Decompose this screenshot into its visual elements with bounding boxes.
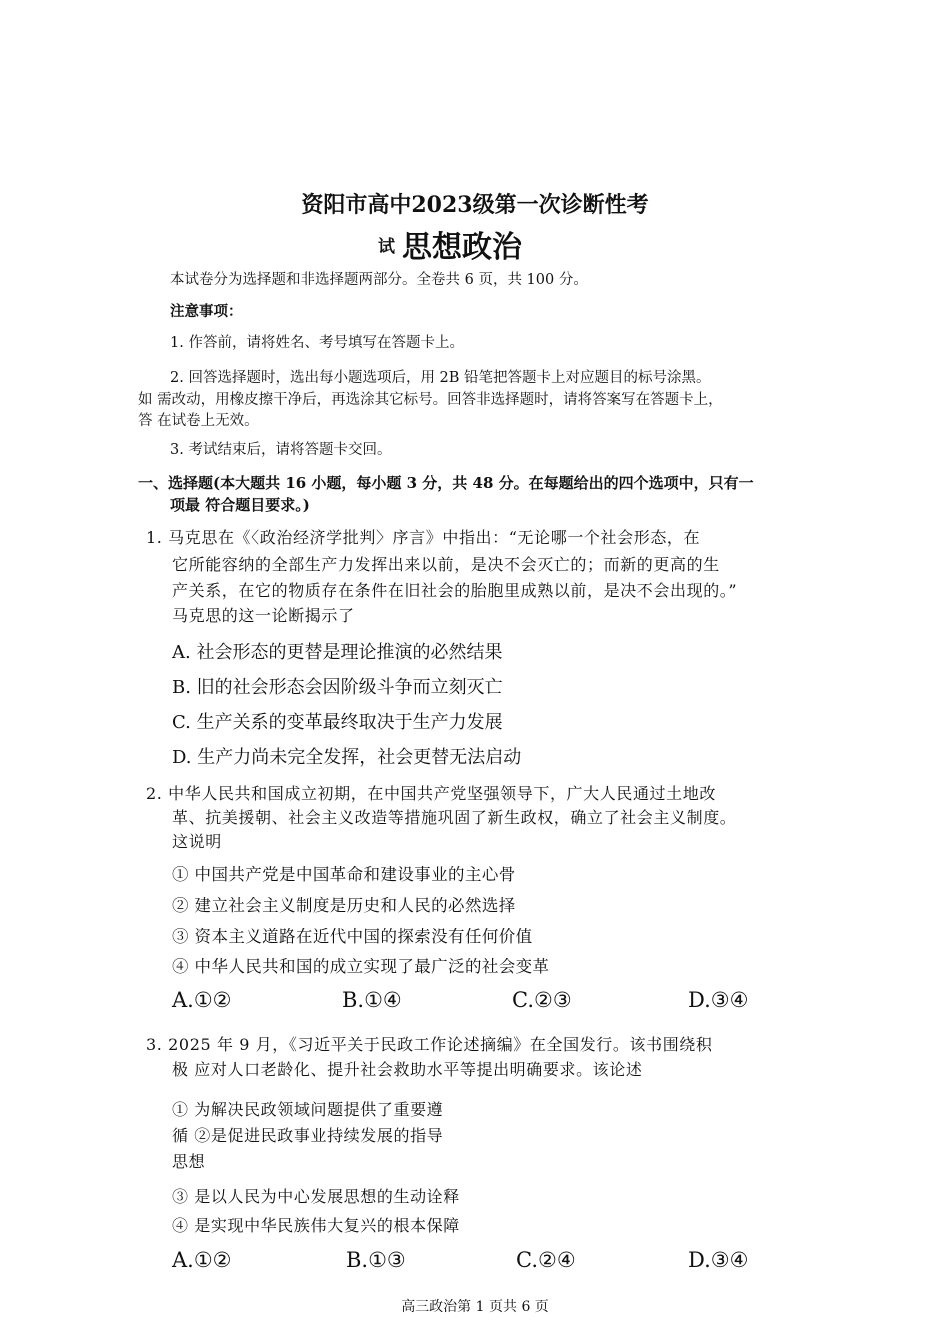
q1-option-a: A. 社会形态的更替是理论推演的必然结果 xyxy=(172,642,503,663)
q2-answer-d: D.③④ xyxy=(688,988,749,1012)
exam-title-prefix: 试 xyxy=(378,237,395,257)
q2-statement-4: ④ 中华人民共和国的成立实现了最广泛的社会变革 xyxy=(172,957,550,976)
page-footer: 高三政治第 1 页共 6 页 xyxy=(401,1299,549,1315)
q3-answer-d: D.③④ xyxy=(688,1248,749,1272)
section-heading: 一、选择题(本大题共 16 小题，每小题 3 分，共 48 分。在每题给出的四个选项中，只有一 xyxy=(138,474,754,492)
q2-answer-c: C.②③ xyxy=(512,988,572,1012)
q2-text-line2: 革、抗美援朝、社会主义改造等措施巩固了新生政权，确立了社会主义制度。 xyxy=(172,808,737,827)
q3-statement-2-cont: 思想 xyxy=(172,1152,206,1171)
q3-statement-1-cont: 循 ②是促进民政事业持续发展的指导 xyxy=(172,1126,444,1145)
q2-statement-1: ① 中国共产党是中国革命和建设事业的主心骨 xyxy=(172,865,516,884)
section-heading-cont: 项最 符合题目要求。) xyxy=(170,496,310,514)
q2-answer-a: A.①② xyxy=(172,988,232,1012)
note-item-3: 3. 考试结束后，请将答题卡交回。 xyxy=(170,442,392,458)
q3-answer-b: B.①③ xyxy=(346,1248,406,1272)
q1-text-line4: 马克思的这一论断揭示了 xyxy=(172,606,355,625)
q1-text-line2: 它所能容纳的全部生产力发挥出来以前，是决不会灭亡的；而新的更高的生 xyxy=(172,555,720,574)
q3-statement-3: ③ 是以人民为中心发展思想的生动诠释 xyxy=(172,1187,460,1206)
q3-statement-1: ① 为解决民政领域问题提供了重要遵 xyxy=(172,1100,444,1119)
q1-text-line1: 1. 马克思在《〈政治经济学批判〉序言》中指出：“无论哪一个社会形态，在 xyxy=(146,528,701,547)
q2-text-line3: 这说明 xyxy=(172,832,222,851)
exam-subject-title: 思想政治 xyxy=(402,230,522,265)
q2-statement-3: ③ 资本主义道路在近代中国的探索没有任何价值 xyxy=(172,927,533,946)
q3-text-line1: 3. 2025 年 9 月，《习近平关于民政工作论述摘编》在全国发行。该书围绕积 xyxy=(146,1035,713,1054)
notes-heading: 注意事项： xyxy=(170,303,243,320)
q1-option-b: B. 旧的社会形态会因阶级斗争而立刻灭亡 xyxy=(172,677,503,698)
q2-statement-2: ② 建立社会主义制度是历史和人民的必然选择 xyxy=(172,896,516,915)
q2-text-line1: 2. 中华人民共和国成立初期，在中国共产党坚强领导下，广大人民通过土地改 xyxy=(146,784,716,803)
q3-statement-4: ④ 是实现中华民族伟大复兴的根本保障 xyxy=(172,1216,460,1235)
q3-text-line2: 极 应对人口老龄化、提升社会救助水平等提出明确要求。该论述 xyxy=(172,1060,643,1079)
q1-option-d: D. 生产力尚未完全发挥，社会更替无法启动 xyxy=(172,747,522,768)
note-item-2: 2. 回答选择题时，选出每小题选项后，用 2B 铅笔把答题卡上对应题目的标号涂黑。 xyxy=(170,370,711,386)
q1-text-line3: 产关系，在它的物质存在条件在旧社会的胎胞里成熟以前，是决不会出现的。” xyxy=(172,581,738,600)
q3-answer-c: C.②④ xyxy=(516,1248,576,1272)
q2-answer-b: B.①④ xyxy=(342,988,402,1012)
note-item-1: 1. 作答前，请将姓名、考号填写在答题卡上。 xyxy=(170,335,464,351)
note-item-2-cont: 如 需改动，用橡皮擦干净后，再选涂其它标号。回答非选择题时，请将答案写在答题卡上， xyxy=(138,392,723,408)
exam-title-line1: 资阳市高中2023级第一次诊断性考 xyxy=(301,192,649,218)
q1-option-c: C. 生产关系的变革最终取决于生产力发展 xyxy=(172,712,503,733)
note-item-2-cont2: 答 在试卷上无效。 xyxy=(138,413,259,429)
q3-answer-a: A.①② xyxy=(172,1248,232,1272)
intro-text: 本试卷分为选择题和非选择题两部分。全卷共 6 页，共 100 分。 xyxy=(170,272,588,288)
